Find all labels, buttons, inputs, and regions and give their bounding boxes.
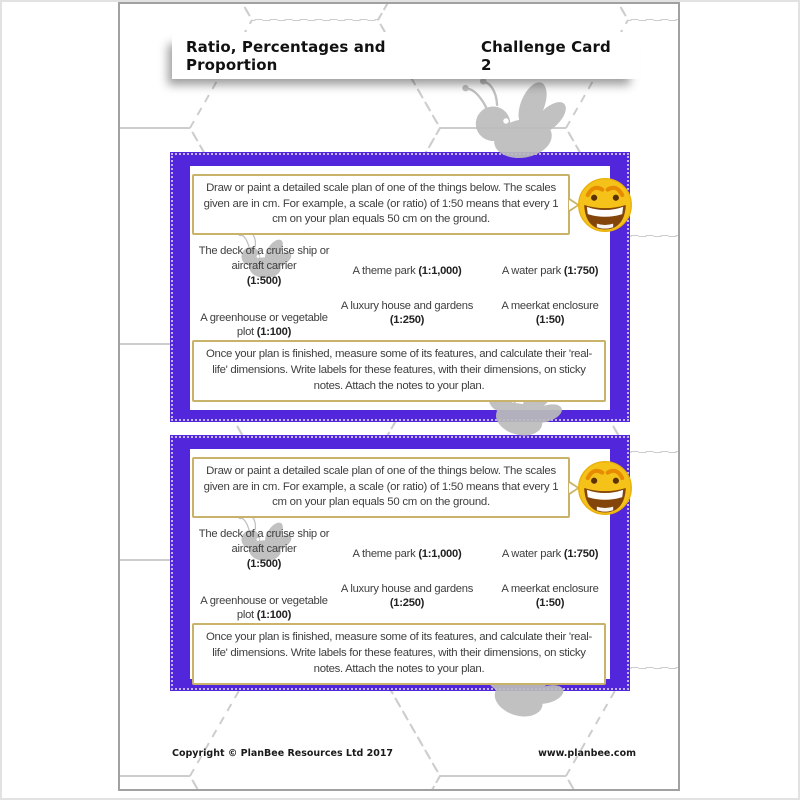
scale-item-water-park: A water park (1:750) — [501, 265, 599, 278]
ratio-value: (1:500) — [246, 557, 282, 570]
scale-options-grid — [196, 527, 604, 623]
task-text: Once your plan is finished, measure some of its features, and calculate their 'real-life' dimensions. Write labels for these features, with their dimensions, on sticky notes. Attach the notes to your plan. — [206, 348, 592, 393]
instruction-speech-bubble — [192, 174, 570, 235]
task-box — [192, 340, 606, 402]
ratio-value: (1:1,000) — [418, 265, 462, 278]
ratio-value: (1:750) — [563, 548, 599, 561]
scale-item-greenhouse: A greenhouse or vegetable plot (1:100) — [200, 594, 328, 622]
scale-item-theme-park: A theme park (1:1,000) — [352, 265, 462, 278]
page-title: Ratio, Percentages and Proportion — [186, 37, 386, 74]
copyright-text: Copyright © PlanBee Resources Ltd 2017 — [172, 748, 394, 759]
ratio-value: (1:750) — [563, 265, 599, 278]
bee-icon — [452, 74, 576, 173]
scale-item-luxury-house: A luxury house and gardens (1:250) — [340, 299, 474, 327]
ratio-value: (1:250) — [389, 314, 425, 327]
challenge-card-badge: Challenge Card 2 — [481, 37, 611, 74]
challenge-card-1 — [170, 152, 630, 422]
ratio-value: (1:100) — [256, 326, 292, 339]
website-text: www.planbee.com — [538, 748, 636, 759]
challenge-card-2 — [170, 435, 630, 691]
task-text: Once your plan is finished, measure some of its features, and calculate their 'real-life' dimensions. Write labels for these features, with their dimensions, on sticky notes. Attach the notes to your plan. — [206, 631, 592, 676]
scale-item-water-park: A water park (1:750) — [501, 548, 599, 561]
card-content — [190, 166, 610, 410]
instruction-speech-bubble — [192, 457, 570, 518]
ratio-value: (1:500) — [246, 274, 282, 287]
task-box — [192, 623, 606, 685]
scale-item-luxury-house: A luxury house and gardens (1:250) — [340, 582, 474, 610]
scale-item-cruise-ship: The deck of a cruise ship or aircraft carrier (1:500) — [198, 245, 330, 287]
scale-options-grid — [196, 244, 604, 340]
worksheet-page — [118, 2, 680, 791]
grinning-face-emoji-icon — [576, 176, 634, 234]
scale-item-cruise-ship: The deck of a cruise ship or aircraft carrier (1:500) — [198, 528, 330, 570]
card-content — [190, 449, 610, 679]
footer — [172, 748, 636, 759]
scale-item-theme-park: A theme park (1:1,000) — [352, 548, 462, 561]
ratio-value: (1:50) — [535, 597, 565, 610]
grinning-face-emoji-icon — [576, 459, 634, 517]
scale-item-meerkat-enclosure: A meerkat enclosure (1:50) — [484, 578, 616, 624]
ratio-value: (1:250) — [389, 597, 425, 610]
scale-item-greenhouse: A greenhouse or vegetable plot (1:100) — [200, 311, 328, 339]
ratio-value: (1:100) — [256, 609, 292, 622]
ratio-value: (1:1,000) — [418, 548, 462, 561]
instruction-text: Draw or paint a detailed scale plan of one of the things below. The scales given are in cm. For example, a scale (or ratio) of 1:50 means that every 1 cm on your plan equals 50 cm on the ground. — [203, 465, 559, 509]
instruction-text: Draw or paint a detailed scale plan of one of the things below. The scales given are in cm. For example, a scale (or ratio) of 1:50 means that every 1 cm on your plan equals 50 cm on the ground. — [203, 182, 559, 226]
ratio-value: (1:50) — [535, 314, 565, 327]
header-bar — [172, 32, 640, 79]
scale-item-meerkat-enclosure: A meerkat enclosure (1:50) — [484, 295, 616, 341]
